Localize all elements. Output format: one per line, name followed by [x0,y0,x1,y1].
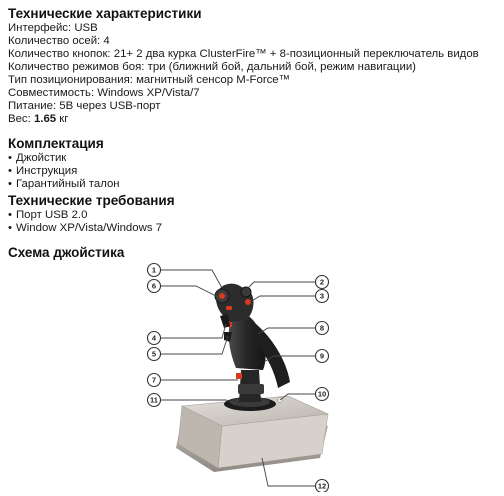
package-section [8,136,502,191]
svg-text:2: 2 [319,277,325,287]
callout-8 [316,322,329,335]
spec-modes: Количество режимов боя: три (ближний бой, дальний бой, режим навигации) [8,61,416,73]
svg-text:5: 5 [151,349,157,359]
callout-5 [148,348,161,361]
package-item-manual: • Инструкция [8,165,502,178]
svg-text:7: 7 [151,375,157,385]
package-item-joystick: • Джойстик [8,152,502,165]
specs-section [8,6,502,126]
spec-axes: Количество осей: 4 [8,35,110,47]
callout-1 [148,264,161,277]
callout-6 [148,280,161,293]
spec-buttons: Количество кнопок: 21+ 2 два курка ClusterFire™ + 8-позиционный переключатель видов [8,48,479,60]
callout-7 [148,374,161,387]
svg-text:12: 12 [317,481,327,491]
svg-text:3: 3 [319,291,325,301]
svg-text:10: 10 [317,389,327,399]
svg-text:6: 6 [151,281,157,291]
spec-interface: Интерфейс: USB [8,22,98,34]
callout-10 [316,388,329,401]
package-list [8,152,502,191]
svg-text:4: 4 [151,333,157,343]
package-title: Комплектация [8,136,104,151]
callout-4 [148,332,161,345]
joystick-base [176,396,328,472]
spec-power: Питание: 5В через USB-порт [8,100,161,112]
spec-weight [8,113,502,126]
requirement-usb: • Порт USB 2.0 [8,209,502,222]
requirements-title: Технические требования [8,193,175,208]
document [8,6,502,261]
svg-text:9: 9 [319,351,325,361]
joystick-stick [236,370,264,402]
requirements-section [8,193,502,235]
callout-9 [316,350,329,363]
callout-12 [316,480,329,493]
callout-11 [148,394,161,407]
joystick-diagram [138,258,338,492]
specs-title: Технические характеристики [8,6,202,21]
callout-3 [316,290,329,303]
callout-2 [316,276,329,289]
diagram-title: Схема джойстика [8,245,125,260]
spec-weight-value: 1.65 [33,113,57,125]
requirements-list [8,209,502,235]
svg-text:1: 1 [151,265,157,275]
spec-weight-label: Вес: [8,113,34,125]
spec-weight-unit: кг [56,113,69,125]
svg-text:11: 11 [150,395,158,405]
svg-text:8: 8 [319,323,325,333]
requirement-os: • Window XP/Vista/Windows 7 [8,222,502,235]
spec-compat: Совместимость: Windows XP/Vista/7 [8,87,200,99]
spec-positioning: Тип позиционирования: магнитный сенсор M-Force™ [8,74,291,86]
package-item-warranty: • Гарантийный талон [8,178,502,191]
